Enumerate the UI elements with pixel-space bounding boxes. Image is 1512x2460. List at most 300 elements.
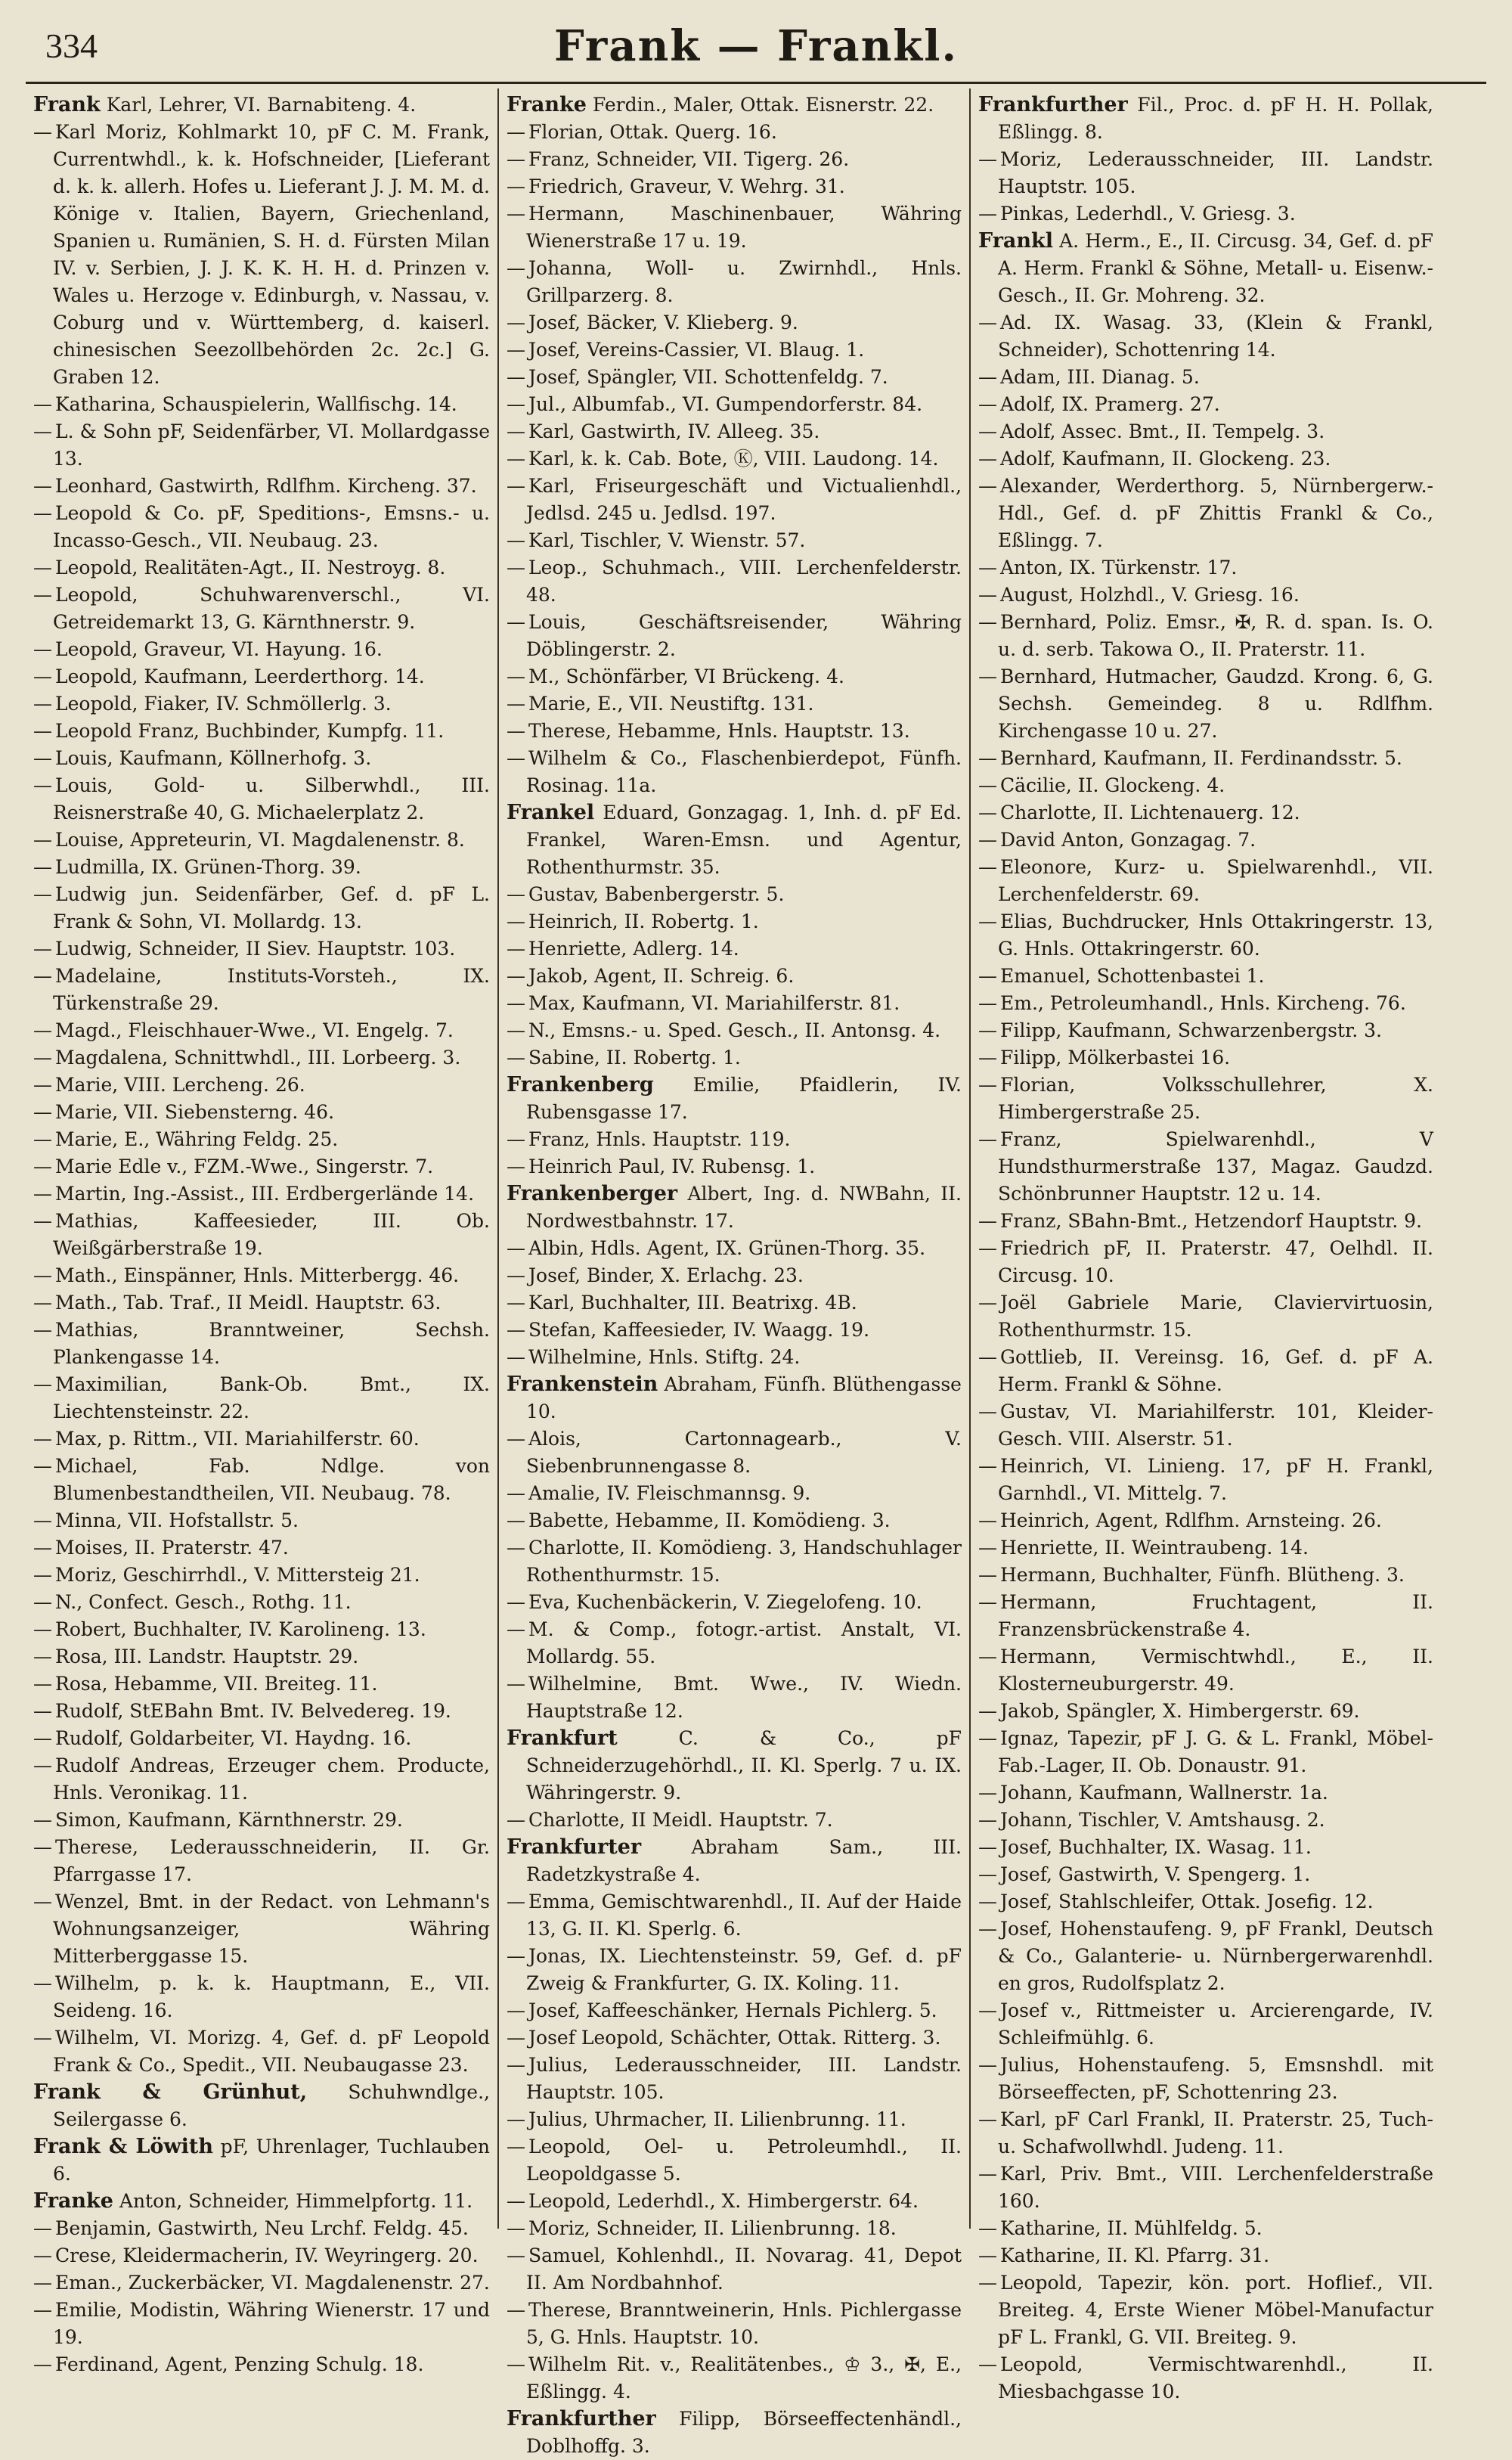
entry-text: Charlotte, II Meidl. Hauptstr. 7.	[528, 1809, 833, 1831]
entry-text: Elias, Buchdrucker, Hnls Ottakringerstr. 13, G. Hnls. Ottakringerstr. 60.	[998, 910, 1433, 960]
ditto-dash: —	[507, 420, 525, 442]
entry-text: Wilhelm Rit. v., Realitätenbes., ♔ 3., ✠, E., Eßlingg. 4.	[526, 2353, 962, 2403]
entry-surname: Frankel	[507, 801, 595, 824]
ditto-dash: —	[33, 1264, 52, 1286]
entry-text: Pinkas, Lederhdl., V. Griesg. 3.	[1000, 203, 1296, 225]
directory-entry	[33, 1698, 490, 1725]
directory-entry	[978, 1126, 1433, 1208]
ditto-dash: —	[507, 448, 525, 470]
directory-entry	[507, 1997, 962, 2024]
entry-text: Rudolf Andreas, Erzeuger chem. Producte, Hnls. Veronikag. 11.	[53, 1754, 490, 1804]
entry-text: Leopold, Realitäten-Agt., II. Nestroyg. 8.	[55, 557, 446, 579]
ditto-dash: —	[33, 393, 52, 415]
ditto-dash: —	[978, 1591, 997, 1613]
entry-surname: Frankenstein	[507, 1373, 658, 1396]
running-title: Frank — Frankl.	[554, 21, 958, 71]
directory-entry	[507, 309, 962, 337]
entry-surname: Frank & Grünhut,	[33, 2080, 308, 2104]
directory-entry	[978, 2242, 1433, 2269]
directory-columns	[26, 88, 1486, 2457]
ditto-dash: —	[507, 938, 525, 960]
ditto-dash: —	[978, 1646, 997, 1667]
directory-entry	[33, 881, 490, 935]
entry-text: Henriette, Adlerg. 14.	[528, 938, 739, 960]
directory-entry	[978, 799, 1433, 827]
entry-surname: Frankfurther	[978, 93, 1128, 116]
directory-entry	[507, 2188, 962, 2215]
directory-entry	[978, 827, 1433, 854]
ditto-dash: —	[507, 1019, 525, 1041]
ditto-dash: —	[507, 965, 525, 987]
directory-entry	[33, 554, 490, 582]
ditto-dash: —	[507, 2217, 525, 2239]
directory-entry	[978, 1643, 1433, 1698]
directory-entry	[33, 500, 490, 554]
ditto-dash: —	[507, 1237, 525, 1259]
directory-entry	[507, 527, 962, 554]
entry-text: Ignaz, Tapezir, pF J. G. & L. Frankl, Möbel-Fab.-Lager, II. Ob. Donaustr. 91.	[998, 1727, 1433, 1776]
entry-text: Eleonore, Kurz- u. Spielwarenhdl., VII. Lerchenfelderstr. 69.	[998, 856, 1433, 905]
directory-entry	[978, 1398, 1433, 1453]
entry-text: Schuhwndlge., Seilergasse 6.	[53, 2081, 490, 2130]
directory-entry	[507, 1126, 962, 1153]
directory-entry	[507, 2297, 962, 2351]
ditto-dash: —	[978, 1700, 997, 1722]
entry-text: Louise, Appreteurin, VI. Magdalenenstr. 8.	[55, 829, 465, 851]
ditto-dash: —	[33, 1319, 52, 1341]
entry-text: Karl, Priv. Bmt., VIII. Lerchenfelderstraße 160.	[998, 2163, 1433, 2212]
directory-entry	[978, 1888, 1433, 1916]
directory-entry	[978, 1916, 1433, 1997]
directory-entry	[507, 935, 962, 963]
ditto-dash: —	[33, 1700, 52, 1722]
directory-entry	[507, 745, 962, 799]
directory-entry	[978, 92, 1433, 146]
directory-entry	[978, 1725, 1433, 1779]
directory-entry	[978, 1589, 1433, 1643]
entry-text: Leopold, Kaufmann, Leerderthorg. 14.	[55, 665, 425, 687]
ditto-dash: —	[507, 1319, 525, 1341]
entry-text: Abraham Sam., III. Radetzkystraße 4.	[526, 1836, 962, 1885]
entry-text: Marie Edle v., FZM.-Wwe., Singerstr. 7.	[55, 1156, 434, 1177]
entry-text: Leopold, Oel- u. Petroleumhdl., II. Leopoldgasse 5.	[526, 2136, 962, 2185]
ditto-dash: —	[33, 1292, 52, 1314]
ditto-dash: —	[507, 1809, 525, 1831]
directory-entry	[33, 1208, 490, 1262]
entry-text: Heinrich, Agent, Rdlfhm. Arnsteing. 26.	[1000, 1509, 1382, 1531]
directory-entry	[507, 2351, 962, 2406]
entry-text: Math., Einspänner, Hnls. Mitterbergg. 46.	[55, 1264, 460, 1286]
directory-entry	[33, 1317, 490, 1371]
directory-entry	[978, 582, 1433, 609]
ditto-dash: —	[33, 2353, 52, 2375]
directory-entry	[33, 473, 490, 500]
ditto-dash: —	[33, 1537, 52, 1559]
directory-entry	[507, 1235, 962, 1262]
entry-text: Friedrich, Graveur, V. Wehrg. 31.	[528, 175, 845, 197]
ditto-dash: —	[507, 611, 525, 633]
entry-text: Stefan, Kaffeesieder, IV. Waagg. 19.	[528, 1319, 870, 1341]
entry-text: Therese, Lederausschneiderin, II. Gr. Pfarrgasse 17.	[53, 1836, 490, 1885]
ditto-dash: —	[978, 774, 997, 796]
ditto-dash: —	[33, 1074, 52, 1096]
ditto-dash: —	[978, 312, 997, 333]
entry-text: Louis, Gold- u. Silberwhdl., III. Reisnerstraße 40, G. Michaelerplatz 2.	[53, 774, 490, 824]
entry-text: Emma, Gemischtwarenhdl., II. Auf der Haide 13, G. II. Kl. Sperlg. 6.	[526, 1891, 962, 1940]
ditto-dash: —	[978, 1401, 997, 1422]
directory-entry	[33, 1289, 490, 1317]
directory-entry	[978, 1289, 1433, 1344]
ditto-dash: —	[507, 992, 525, 1014]
ditto-dash: —	[33, 774, 52, 796]
ditto-dash: —	[33, 121, 52, 143]
entry-text: Josef, Bäcker, V. Klieberg. 9.	[528, 312, 798, 333]
directory-entry	[507, 1017, 962, 1044]
directory-entry	[33, 1970, 490, 2024]
ditto-dash: —	[978, 1455, 997, 1477]
entry-text: Julius, Uhrmacher, II. Lilienbrunng. 11.	[528, 2108, 906, 2130]
directory-entry	[978, 309, 1433, 364]
directory-entry	[507, 418, 962, 445]
entry-text: Alexander, Werderthorg. 5, Nürnbergerw.-Hdl., Gef. d. pF Zhittis Frankl & Co., Eßlingg. 7.	[998, 475, 1433, 551]
directory-entry	[33, 1072, 490, 1099]
directory-entry	[33, 2188, 490, 2215]
entry-text: Hermann, Vermischtwhdl., E., II. Klosterneuburgerstr. 49.	[998, 1646, 1433, 1695]
entry-text: Wilhelmine, Hnls. Stiftg. 24.	[528, 1346, 801, 1368]
directory-entry	[33, 1616, 490, 1643]
directory-entry	[978, 1834, 1433, 1861]
entry-text: Josef, Hohenstaufeng. 9, pF Frankl, Deutsch & Co., Galanterie- u. Nürnbergerwarenhdl. en gros, Rudolfsplatz 2.	[998, 1918, 1433, 1994]
entry-text: Moriz, Lederausschneider, III. Landstr. Hauptstr. 105.	[998, 148, 1433, 197]
ditto-dash: —	[33, 1455, 52, 1477]
ditto-dash: —	[33, 693, 52, 715]
directory-entry	[33, 963, 490, 1017]
entry-text: Karl, Lehrer, VI. Barnabiteng. 4.	[106, 94, 417, 116]
entry-text: Abraham, Fünfh. Blüthengasse 10.	[526, 1373, 962, 1422]
entry-text: Max, p. Rittm., VII. Mariahilferstr. 60.	[55, 1428, 420, 1450]
entry-text: Franz, Spielwarenhdl., V Hundsthurmerstraße 137, Magaz. Gaudzd. Schönbrunner Hauptstr. 12 u. 14.	[998, 1128, 1433, 1205]
directory-entry	[33, 1725, 490, 1752]
entry-text: Amalie, IV. Fleischmannsg. 9.	[528, 1482, 811, 1504]
directory-entry	[33, 1453, 490, 1507]
directory-entry	[507, 1480, 962, 1507]
entry-text: Em., Petroleumhandl., Hnls. Kircheng. 76.	[1000, 992, 1406, 1014]
entry-text: Leopold, Graveur, VI. Hayung. 16.	[55, 638, 383, 660]
directory-entry	[978, 2052, 1433, 2106]
directory-entry	[507, 1317, 962, 1344]
ditto-dash: —	[507, 1428, 525, 1450]
entry-text: Moises, II. Praterstr. 47.	[55, 1537, 289, 1559]
entry-text: Bernhard, Poliz. Emsr., ✠, R. d. span. Is. O. u. d. serb. Takowa O., II. Praterstr. 11.	[998, 611, 1433, 660]
ditto-dash: —	[507, 665, 525, 687]
ditto-dash: —	[978, 992, 997, 1014]
entry-text: Moriz, Schneider, II. Lilienbrunng. 18.	[528, 2217, 897, 2239]
entry-text: Eva, Kuchenbäckerin, V. Ziegelofeng. 10.	[528, 1591, 922, 1613]
entry-text: Hermann, Buchhalter, Fünfh. Blütheng. 3.	[1000, 1564, 1405, 1586]
entry-text: Leopold, Schuhwarenverschl., VI. Getreidemarkt 13, G. Kärnthnerstr. 9.	[53, 584, 490, 633]
entry-text: Josef Leopold, Schächter, Ottak. Ritterg. 3.	[528, 2027, 941, 2049]
directory-entry	[978, 1807, 1433, 1834]
entry-text: Benjamin, Gastwirth, Neu Lrchf. Feldg. 45.	[55, 2217, 469, 2239]
entry-text: Leopold Franz, Buchbinder, Kumpfg. 11.	[55, 720, 445, 742]
ditto-dash: —	[978, 2108, 997, 2130]
entry-text: Anton, IX. Türkenstr. 17.	[1000, 557, 1238, 579]
directory-entry	[33, 1589, 490, 1616]
entry-text: Eman., Zuckerbäcker, VI. Magdalenenstr. 27.	[55, 2272, 490, 2294]
directory-entry	[33, 1262, 490, 1289]
directory-entry	[33, 1888, 490, 1970]
directory-entry	[33, 1671, 490, 1698]
ditto-dash: —	[978, 1891, 997, 1912]
ditto-dash: —	[978, 557, 997, 579]
ditto-dash: —	[33, 1509, 52, 1531]
ditto-dash: —	[33, 638, 52, 660]
entry-surname: Frank	[33, 93, 101, 116]
entry-text: Magd., Fleischhauer-Wwe., VI. Engelg. 7.	[55, 1019, 454, 1041]
directory-entry	[507, 1943, 962, 1997]
ditto-dash: —	[33, 1972, 52, 1994]
ditto-dash: —	[507, 747, 525, 769]
entry-text: Michael, Fab. Ndlge. von Blumenbestandtheilen, VII. Neubaug. 78.	[53, 1455, 490, 1504]
directory-entry	[33, 1752, 490, 1807]
ditto-dash: —	[978, 829, 997, 851]
entry-text: Julius, Hohenstaufeng. 5, Emsnshdl. mit Börseeffecten, pF, Schottenring 23.	[998, 2054, 1433, 2103]
ditto-dash: —	[33, 1428, 52, 1450]
directory-entry	[978, 854, 1433, 908]
entry-text: Marie, VIII. Lercheng. 26.	[55, 1074, 305, 1096]
entry-text: Karl, Buchhalter, III. Beatrixg. 4B.	[528, 1292, 857, 1314]
directory-entry	[978, 990, 1433, 1017]
directory-entry	[978, 1344, 1433, 1398]
directory-entry	[507, 963, 962, 990]
ditto-dash: —	[978, 1074, 997, 1096]
directory-entry	[507, 173, 962, 200]
ditto-dash: —	[507, 339, 525, 361]
ditto-dash: —	[33, 1183, 52, 1205]
ditto-dash: —	[978, 2353, 997, 2375]
directory-entry	[978, 745, 1433, 772]
directory-entry	[507, 337, 962, 364]
directory-entry	[507, 1807, 962, 1834]
entry-text: Leonhard, Gastwirth, Rdlfhm. Kircheng. 37.	[55, 475, 477, 497]
directory-entry	[33, 2297, 490, 2351]
ditto-dash: —	[978, 148, 997, 170]
directory-entry	[978, 1044, 1433, 1072]
entry-text: Fil., Proc. d. pF H. H. Pollak, Eßlingg. 8.	[998, 94, 1433, 143]
ditto-dash: —	[507, 366, 525, 388]
entry-text: Josef, Stahlschleifer, Ottak. Josefig. 12.	[1000, 1891, 1374, 1912]
entry-text: Adam, III. Dianag. 5.	[1000, 366, 1200, 388]
directory-entry	[978, 554, 1433, 582]
entry-text: Heinrich, II. Robertg. 1.	[528, 910, 759, 932]
entry-text: Johann, Kaufmann, Wallnerstr. 1a.	[1000, 1782, 1328, 1804]
directory-entry	[978, 908, 1433, 963]
entry-text: Albin, Hdls. Agent, IX. Grünen-Thorg. 35.	[528, 1237, 926, 1259]
ditto-dash: —	[978, 1509, 997, 1531]
ditto-dash: —	[978, 1537, 997, 1559]
ditto-dash: —	[507, 1999, 525, 2021]
entry-text: Ferdinand, Agent, Penzing Schulg. 18.	[55, 2353, 424, 2375]
ditto-dash: —	[33, 2299, 52, 2321]
entry-text: N., Emsns.- u. Sped. Gesch., II. Antonsg. 4.	[528, 1019, 941, 1041]
ditto-dash: —	[978, 1999, 997, 2021]
entry-text: Anton, Schneider, Himmelpfortg. 11.	[119, 2190, 473, 2212]
ditto-dash: —	[978, 2272, 997, 2294]
entry-text: Emilie, Modistin, Währing Wienerstr. 17 und 19.	[53, 2299, 490, 2348]
entry-text: Rosa, III. Landstr. Hauptstr. 29.	[55, 1646, 359, 1667]
entry-text: Marie, E., Währing Feldg. 25.	[55, 1128, 339, 1150]
entry-text: Josef, Kaffeeschänker, Hernals Pichlerg. 5.	[528, 1999, 937, 2021]
directory-entry	[33, 2242, 490, 2269]
entry-text: Ludwig, Schneider, II Siev. Hauptstr. 103.	[55, 938, 456, 960]
entry-text: Magdalena, Schnittwhdl., III. Lorbeerg. 3.	[55, 1047, 461, 1069]
ditto-dash: —	[33, 829, 52, 851]
entry-text: Josef, Spängler, VII. Schottenfeldg. 7.	[528, 366, 888, 388]
ditto-dash: —	[507, 148, 525, 170]
entry-text: Wilhelm & Co., Flaschenbierdepot, Fünfh. Rosinag. 11a.	[526, 747, 962, 796]
ditto-dash: —	[33, 420, 52, 442]
entry-text: Therese, Hebamme, Hnls. Hauptstr. 13.	[528, 720, 910, 742]
directory-entry	[978, 228, 1433, 309]
entry-text: Minna, VII. Hofstallstr. 5.	[55, 1509, 299, 1531]
directory-entry	[978, 1698, 1433, 1725]
entry-text: Katharine, II. Mühlfeldg. 5.	[1000, 2217, 1263, 2239]
entry-text: Leopold, Lederhdl., X. Himbergerstr. 64.	[528, 2190, 919, 2212]
page-number: 334	[45, 26, 98, 65]
entry-text: M. & Comp., fotogr.-artist. Anstalt, VI. Mollardg. 55.	[526, 1618, 962, 1667]
directory-entry	[978, 772, 1433, 799]
directory-entry	[33, 2269, 490, 2297]
entry-text: Charlotte, II. Lichtenauerg. 12.	[1000, 802, 1300, 824]
ditto-dash: —	[978, 420, 997, 442]
directory-entry	[33, 418, 490, 473]
entry-text: Adolf, IX. Pramerg. 27.	[1000, 393, 1220, 415]
directory-entry	[507, 1507, 962, 1534]
directory-entry	[507, 2242, 962, 2297]
ditto-dash: —	[978, 1210, 997, 1232]
entry-text: Maximilian, Bank-Ob. Bmt., IX. Liechtensteinstr. 22.	[53, 1373, 490, 1422]
ditto-dash: —	[978, 1292, 997, 1314]
column-2	[497, 88, 969, 2457]
directory-entry	[33, 92, 490, 119]
ditto-dash: —	[978, 1863, 997, 1885]
directory-entry	[33, 1044, 490, 1072]
directory-entry	[507, 255, 962, 309]
ditto-dash: —	[33, 475, 52, 497]
entry-text: A. Herm., E., II. Circusg. 34, Gef. d. pF A. Herm. Frankl & Söhne, Metall- u. Eisenw.-Gesch., II. Gr. Mohreng. 32.	[998, 230, 1433, 306]
entry-text: Emanuel, Schottenbastei 1.	[1000, 965, 1265, 987]
ditto-dash: —	[33, 938, 52, 960]
entry-surname: Franke	[33, 2189, 113, 2213]
ditto-dash: —	[507, 910, 525, 932]
directory-entry	[978, 2215, 1433, 2242]
ditto-dash: —	[978, 2054, 997, 2076]
ditto-dash: —	[507, 2353, 525, 2375]
directory-entry	[33, 1425, 490, 1453]
ditto-dash: —	[33, 1891, 52, 1912]
ditto-dash: —	[507, 312, 525, 333]
ditto-dash: —	[978, 2163, 997, 2185]
entry-text: Heinrich Paul, IV. Rubensg. 1.	[528, 1156, 816, 1177]
directory-entry	[978, 1072, 1433, 1126]
entry-text: Marie, VII. Siebensterng. 46.	[55, 1101, 335, 1123]
entry-text: Filipp, Börseeffectenhändl., Doblhoffg. 3.	[526, 2408, 962, 2457]
entry-text: Eduard, Gonzagag. 1, Inh. d. pF Ed. Frankel, Waren-Emsn. und Agentur, Rothenthurmstr. 35.	[526, 802, 962, 878]
directory-entry	[507, 2106, 962, 2133]
directory-entry	[978, 2269, 1433, 2351]
ditto-dash: —	[978, 1346, 997, 1368]
directory-entry	[978, 445, 1433, 473]
ditto-dash: —	[507, 175, 525, 197]
entry-text: Babette, Hebamme, II. Komödieng. 3.	[528, 1509, 891, 1531]
entry-text: Gustav, Babenbergerstr. 5.	[528, 883, 785, 905]
directory-entry	[507, 473, 962, 527]
directory-entry	[507, 1180, 962, 1235]
ditto-dash: —	[978, 1564, 997, 1586]
directory-entry	[507, 200, 962, 255]
entry-text: Martin, Ing.-Assist., III. Erdbergerlände 14.	[55, 1183, 475, 1205]
directory-entry	[978, 1507, 1433, 1534]
directory-entry	[978, 1861, 1433, 1888]
directory-entry	[507, 364, 962, 391]
entry-text: Florian, Ottak. Querg. 16.	[528, 121, 777, 143]
entry-text: Filipp, Mölkerbastei 16.	[1000, 1047, 1231, 1069]
entry-text: Leopold, Tapezir, kön. port. Hoflief., VII. Breiteg. 4, Erste Wiener Möbel-Manufactur pF L. Frankl, G. VII. Breiteg. 9.	[998, 2272, 1433, 2348]
directory-entry	[33, 2024, 490, 2079]
ditto-dash: —	[978, 1918, 997, 1940]
entry-text: Katharina, Schauspielerin, Wallfischg. 14.	[55, 393, 457, 415]
entry-text: Rudolf, Goldarbeiter, VI. Haydng. 16.	[55, 1727, 412, 1749]
directory-entry	[507, 1262, 962, 1289]
ditto-dash: —	[33, 883, 52, 905]
directory-entry	[33, 119, 490, 391]
entry-text: Alois, Cartonnagearb., V. Siebenbrunnengasse 8.	[526, 1428, 962, 1477]
ditto-dash: —	[33, 747, 52, 769]
ditto-dash: —	[33, 1128, 52, 1150]
ditto-dash: —	[33, 2217, 52, 2239]
ditto-dash: —	[978, 393, 997, 415]
ditto-dash: —	[33, 1101, 52, 1123]
ditto-dash: —	[33, 1836, 52, 1858]
directory-entry	[507, 2406, 962, 2460]
ditto-dash: —	[978, 1019, 997, 1041]
entry-text: Jakob, Spängler, X. Himbergerstr. 69.	[1000, 1700, 1360, 1722]
directory-entry	[33, 1834, 490, 1888]
entry-text: Moriz, Geschirrhdl., V. Mittersteig 21.	[55, 1564, 420, 1586]
directory-entry	[507, 1616, 962, 1671]
directory-entry	[507, 1344, 962, 1371]
ditto-dash: —	[33, 1373, 52, 1395]
entry-surname: Frankfurter	[507, 1835, 642, 1859]
directory-entry	[507, 718, 962, 745]
directory-entry	[507, 119, 962, 146]
ditto-dash: —	[33, 2272, 52, 2294]
entry-text: Gustav, VI. Mariahilferstr. 101, Kleider-Gesch. VIII. Alserstr. 51.	[998, 1401, 1433, 1450]
directory-entry	[33, 1562, 490, 1589]
ditto-dash: —	[33, 1156, 52, 1177]
column-3	[969, 88, 1441, 2403]
ditto-dash: —	[33, 1754, 52, 1776]
ditto-dash: —	[507, 2244, 525, 2266]
directory-entry	[978, 1997, 1433, 2052]
ditto-dash: —	[33, 665, 52, 687]
ditto-dash: —	[978, 1782, 997, 1804]
directory-entry	[978, 1562, 1433, 1589]
ditto-dash: —	[507, 2299, 525, 2321]
directory-entry	[33, 718, 490, 745]
ditto-dash: —	[507, 203, 525, 225]
entry-text: Josef, Binder, X. Erlachg. 23.	[528, 1264, 804, 1286]
